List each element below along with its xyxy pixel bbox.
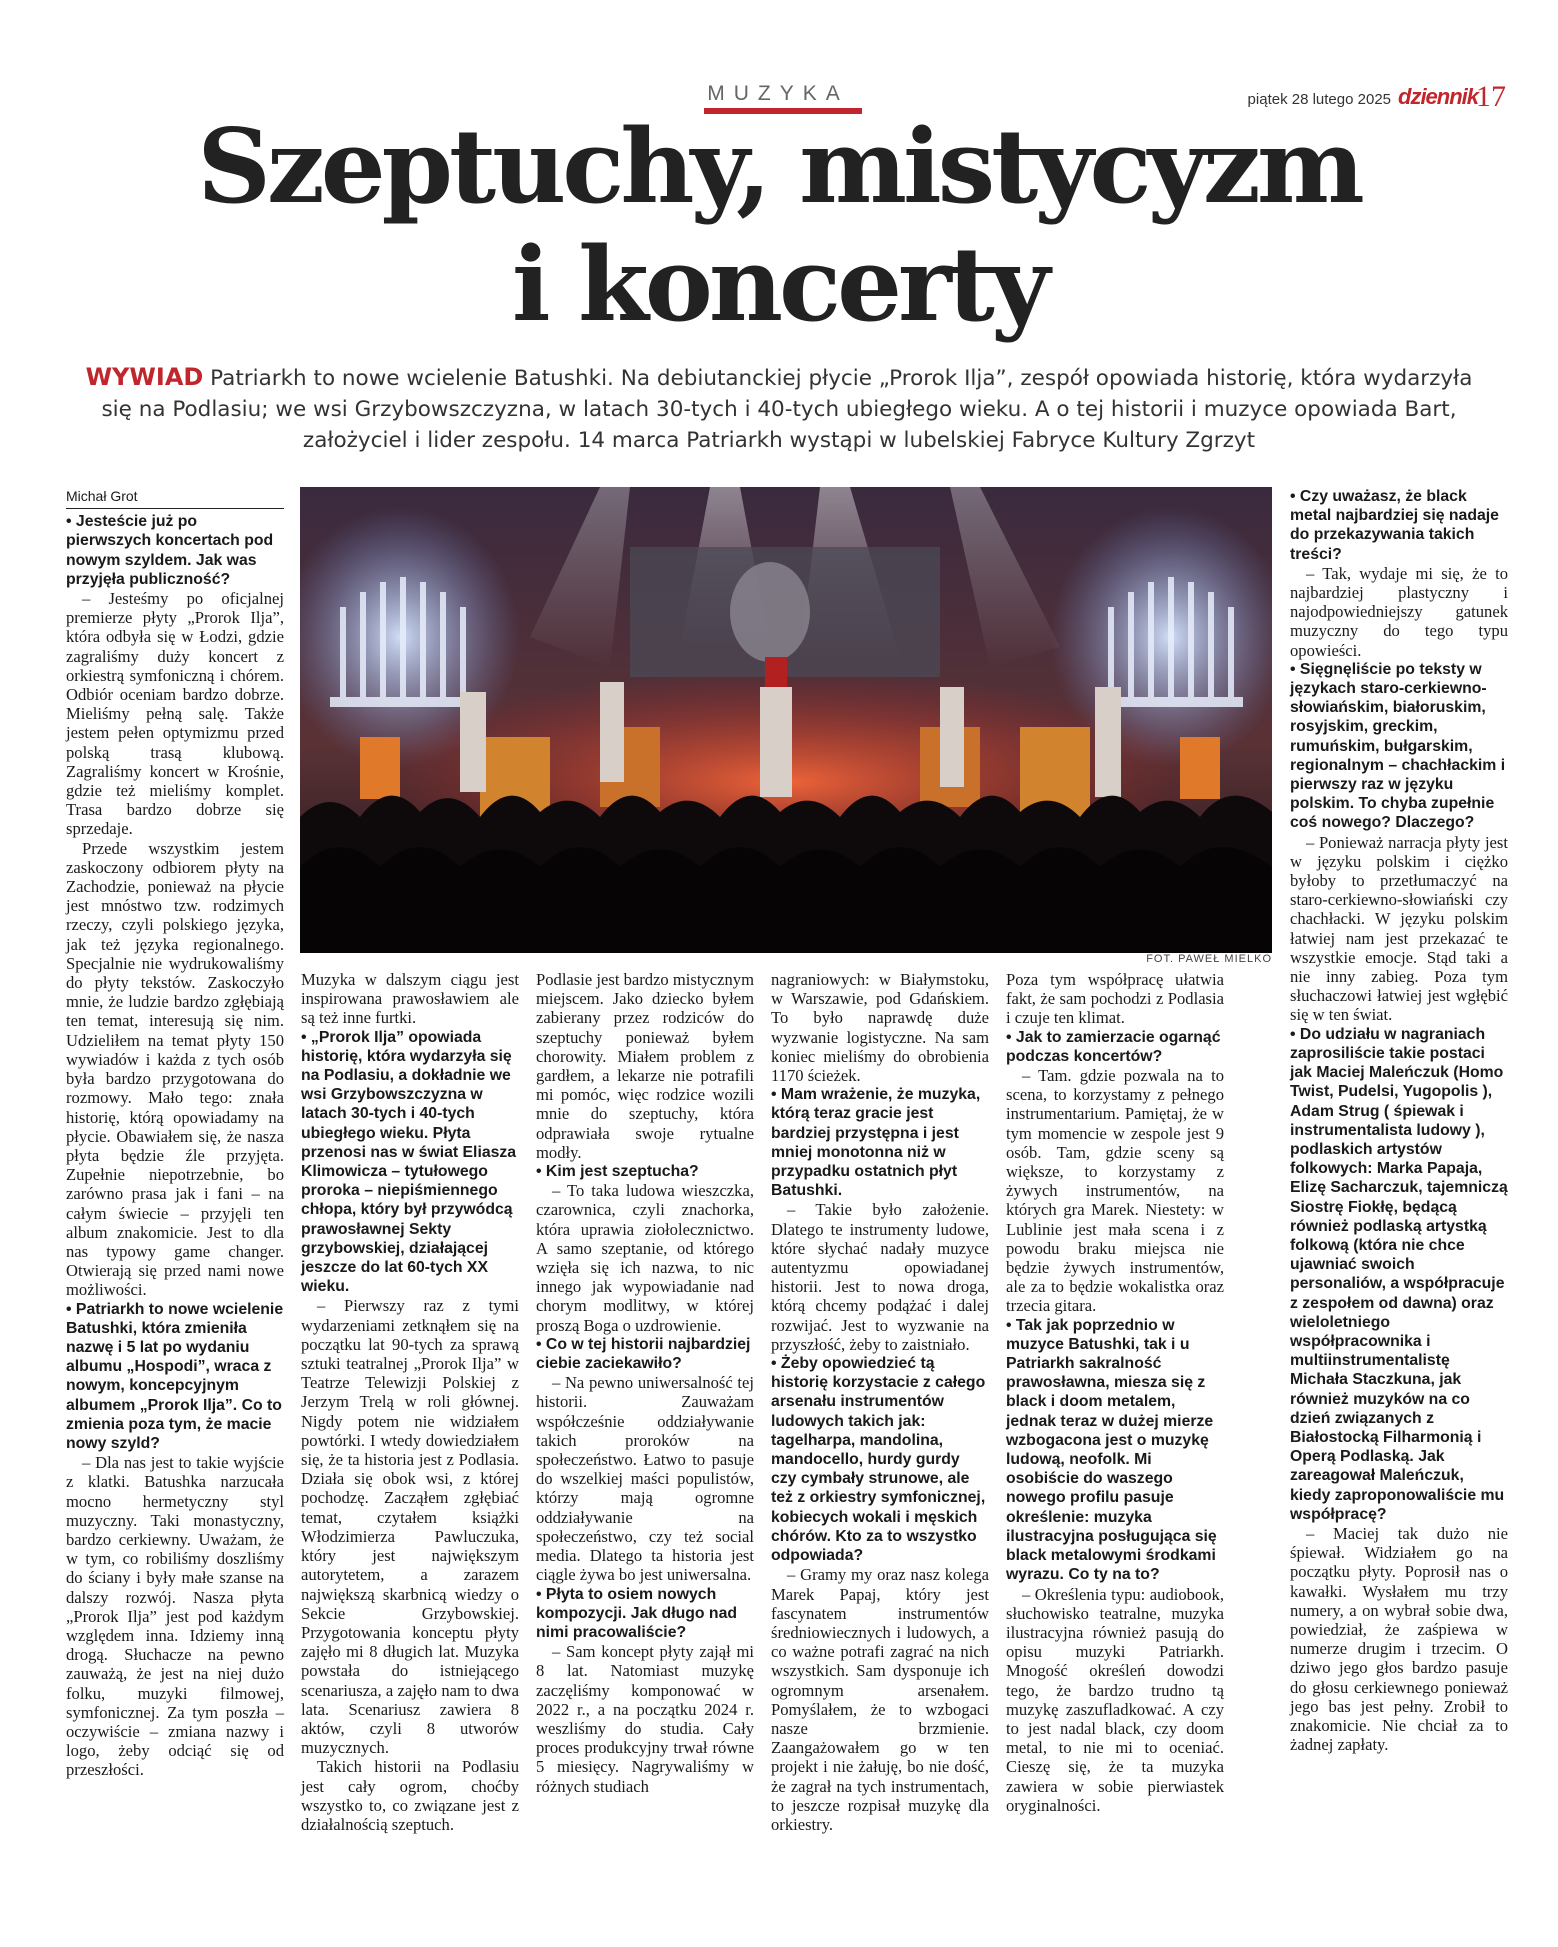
headline — [100, 108, 1458, 344]
answer-paragraph: – Pierwszy raz z tymi wydarzeniami zetknąłem się na początku lat 90-tych za sprawą sztuki teatralnej „Prorok Ilja” w Teatrze Telewizji Polskiej z Jerzym Trelą w roli głównej. Nigdy potem nie widziałem powtórki. I wtedy dowiedziałem się, że ta historia jest z Podlasia. Działa się obok wsi, z której pochodzę. Zacząłem zgłębiać temat, czytałem książki Włodzimierza Pawluczuka, który jest największym autorytetem, a zarazem największą skarbnicą wiedzy o Sekcie Grzybowskiej. Przygotowania konceptu płyty zajęło mi 8 długich lat. Muzyka powstała do istniejącego scenariusza, a zajęło nam to dwa lata. Scenariusz zawiera 8 aktów, czyli 8 utworów muzycznych. — [301, 1296, 519, 1758]
question: • Patriarkh to nowe wcielenie Batushki, która zmieniła nazwę i 5 lat po wydaniu albumu „Hospodi”, wraca z nowym, koncepcyjnym albumem „Prorok Ilja”. Co to zmienia poza tym, że macie nowy szyld? — [66, 1300, 284, 1452]
question: • Jak to zamierzacie ogarnąć podczas koncertów? — [1006, 1028, 1221, 1065]
answer-paragraph: – Tak, wydaje mi się, że to najbardziej plastyczny i najodpowiedniejszy gatunek muzyczny do tego typu opowieści. — [1290, 563, 1508, 660]
question: • Płyta to osiem nowych kompozycji. Jak długo nad nimi pracowaliście? — [536, 1585, 738, 1641]
headline-line-1: Szeptuchy, mistycyzm — [197, 107, 1361, 227]
answer-paragraph: – Jesteśmy po oficjalnej premierze płyty „Prorok Ilja”, która odbyła się w Łodzi, gdzie zagraliśmy duży koncert z orkiestrą symfoniczną i chórem. Odbiór oceniam bardzo dobrze. Mieliśmy pełną salę. Także jestem pełen optymizmu przed polską trasą klubową. Zagraliśmy koncert w Krośnie, gdzie też mieliśmy komplet. Trasa bardzo dobrze się sprzedaje. — [66, 589, 284, 839]
page-number: 17 — [1476, 80, 1506, 113]
lead-text: Patriarkh to nowe wcielenie Batushki. Na debiutanckiej płycie „Prorok Ilja”, zespół opowiada historię, która wydarzyła się na Podlasiu; we wsi Grzybowszczyzna, w latach 30-tych i 40-tych ubiegłego wieku. A o tej historii i muzyce opowiada Bart, założyciel i lider zespołu. 14 marca Patriarkh wystąpi w lubelskiej Fabryce Kultury Zgrzyt — [101, 366, 1473, 453]
lead-kicker: WYWIAD — [85, 363, 204, 391]
question: • Tak jak poprzednio w muzyce Batushki, tak i u Patriarkh sakralność prawosławna, miesza się z black i doom metalem, jednak teraz w dużej mierze wzbogacona jest o muzykę ludową, neofolk. Mi osobiście do waszego nowego profilu pasuje określenie: muzyka ilustracyjna posługująca się black metalowymi środkami wyrazu. Co ty na to? — [1006, 1316, 1217, 1584]
answer-paragraph: – Tam. gdzie pozwala na to scena, to korzystamy z pełnego instrumentarium. Pamiętaj, że w tym momencie w zespole jest 9 osób. Tam, gdzie sceny są większe, to korzystamy z żywych instrumentów, na których gra Marek. Niestety: w Lublinie jest mała scena i z powodu braku miejsca nie będzie żywych instrumentów, ale za to będzie wokalistka oraz trzecia gitara. — [1006, 1066, 1224, 1316]
article-column-6 — [1290, 487, 1508, 1754]
article-column-4 — [771, 970, 989, 1834]
question: • Kim jest szeptucha? — [536, 1163, 699, 1181]
headline-line-2: i koncerty — [511, 225, 1047, 345]
answer-paragraph: Takich historii na Podlasiu jest cały ogrom, choćby wszystko to, co związane jest z działalnością szeptuch. — [301, 1757, 519, 1834]
answer-paragraph: – Gramy my oraz nasz kolega Marek Papaj, który jest fascynatem instrumentów średniowiecznych i ludowych, a co ważne potrafi zagrać na nich wszystkich. Sam dysponuje ich ogromnym arsenałem. Pomyślałem, że to wzbogaci nasze brzmienie. Zaangażowałem go w ten projekt i nie żałuję, bo nie dość, że zagrał na tych instrumentach, to jeszcze rozpisał muzykę dla orkiestry. — [771, 1565, 989, 1834]
article-column-3 — [536, 970, 754, 1796]
answer-paragraph: – Określenia typu: audiobook, słuchowisko teatralne, muzyka ilustracyjna również pasują do opisu muzyki Patriarkh. Mnogość określeń dowodzi tego, że bardzo trudno tą muzykę zaszufladkować. A czy to jest nadal black, czy doom metal, to nie mi to oceniać. Cieszę się, że ta muzyka zawiera w sobie pierwiastek oryginalności. — [1006, 1584, 1224, 1815]
question: • „Prorok Ilja” opowiada historię, która wydarzyła się na Podlasiu, a dokładnie we wsi Grzybowszczyzna w latach 30-tych i 40-tych ubiegłego wieku. Płyta przenosi nas w świat Eliasza Klimowicza – tytułowego proroka – niepiśmiennego chłopa, który był przywódcą prawosławnej Sekty grzybowskiej, działającej jeszcze do lat 60-tych XX wieku. — [301, 1028, 517, 1296]
answer-paragraph: – Sam koncept płyty zajął mi 8 lat. Natomiast muzykę zaczęliśmy komponować w 2022 r., a na początku 2024 r. weszliśmy do studia. Cały proces produkcyjny trwał równe 5 miesięcy. Nagrywaliśmy w różnych studiach — [536, 1642, 754, 1796]
answer-paragraph: nagraniowych: w Białymstoku, w Warszawie, pod Gdańskiem. To było naprawdę duże wyzwanie logistyczne. Na sam koniec mieliśmy do obrobienia 1170 ścieżek. — [771, 970, 989, 1086]
answer-paragraph: – Ponieważ narracja płyty jest w języku polskim i ciężko byłoby to przetłumaczyć na staro-cerkiewno-słowiański czy chachłacki. W języku polskim łatwiej nam jest przekazać te wszystkie emocje. Stąd taki a nie inny zabieg. Poza tym słuchaczowi łatwiej jest wgłębić się w ten świat. — [1290, 832, 1508, 1025]
photo-credit: FOT. PAWEŁ MIELKO — [1146, 953, 1272, 965]
answer-paragraph: Muzyka w dalszym ciągu jest inspirowana prawosławiem ale są też inne furtki. — [301, 970, 519, 1028]
question: • Mam wrażenie, że muzyka, którą teraz gracie jest bardziej przystępna i jest mniej monotonna niż w przypadku ostatnich płyt Batushki. — [771, 1086, 981, 1200]
article-column-5 — [1006, 970, 1224, 1815]
crowd — [300, 796, 1272, 953]
answer-paragraph: – Takie było założenie. Dlatego te instrumenty ludowe, które słychać nadały muzyce autentyzmu opowiadanej historii. Jest to nowa droga, którą chcemy podążać i dalej rozwijać. Jest to wyzwanie na przyszłość, żeby to zaistniało. — [771, 1200, 989, 1354]
answer-paragraph: Przede wszystkim jestem zaskoczony odbiorem płyty na Zachodzie, ponieważ na płycie jest mnóstwo tzw. rodzimych rzeczy, czyli polskiego języka, jak też języka regionalnego. Specjalnie nie wydrukowaliśmy do płyty tekstów. Zaskoczyło mnie, że ludzie bardzo zgłębiają ten temat, interesują się nim. Udzieliłem na temat płyty 150 wywiadów i każda z tych osób była bardzo przygotowana do rozmowy. Mało tego: znała historię, którą opowiadamy na płycie. Obawiałem się, że nasza płyta będzie źle przyjęta. Zupełnie niepotrzebnie, bo zarówno prasa jak i fani – na całym świecie – przyjęli ten album znakomicie. Jest to dla nas typowy game changer. Otwierają się przed nami nowe możliwości. — [66, 838, 284, 1300]
question: • Sięgnęliście po teksty w językach staro-cerkiewno-słowiańskim, białoruskim, rosyjskim, greckim, rumuńskim, bułgarskim, regionalnym – chachłackim i pierwszy raz w języku polskim. To chyba zupełnie coś nowego? Dlaczego? — [1290, 660, 1506, 832]
answer-paragraph: – Dla nas jest to takie wyjście z klatki. Batushka narzucała mocno hermetyczny styl muzyczny. Taki monastyczny, bardzo cerkiewny. Uważam, że w tym, co robiliśmy doszliśmy do ściany i były małe szanse na dalszy rozwój. Nasza płyta „Prorok Ilja” jest pod każdym względem inna. Idziemy inną drogą. Słuchacze na pewno zauważą, że jest na niej dużo folku, muzyki filmowej, symfonicznej. Za tym poszła – oczywiście – zmiana nazwy i logo, żeby odciąć się od przeszłości. — [66, 1453, 284, 1780]
lead-paragraph — [70, 362, 1488, 456]
answer-paragraph: – Na pewno uniwersalność tej historii. Zauważam współcześnie oddziaływanie takich proroków na społeczeństwo. Łatwo to pasuje do wszelkiej maści populistów, którzy mają ogromne oddziaływanie na społeczeństwo, czy też social media. Dlatego ta historia jest ciągle żywa bo jest uniwersalna. — [536, 1373, 754, 1585]
article-column-1 — [66, 487, 284, 1780]
answer-paragraph: – To taka ludowa wieszczka, czarownica, czyli znachorka, która uprawia ziołolecznictwo. A samo szeptanie, od którego wzięła się ich nazwa, to nic innego jak wypowiadanie nad chorym modlitwy, w której proszą Boga o uzdrowienie. — [536, 1181, 754, 1335]
question: • Czy uważasz, że black metal najbardziej się nadaje do przekazywania takich treści? — [1290, 488, 1499, 563]
author-byline: Michał Grot — [66, 487, 284, 509]
issue-date: piątek 28 lutego 2025 — [1247, 91, 1391, 108]
section-label: MUZYKA — [707, 82, 849, 105]
answer-paragraph: Podlasie jest bardzo mistycznym miejscem. Jako dziecko byłem zabierany przez rodziców do szeptuchy ponieważ byłem chorowity. Miałem problem z gardłem, a lekarze nie potrafili mi pomóc, więc rodzice wozili mnie do szeptuchy, która odprawiała swoje rytualne modły. — [536, 970, 754, 1162]
answer-paragraph: – Maciej tak dużo nie śpiewał. Widziałem go na początku płyty. Poprosił nas o kawałki. Wysłałem mu trzy numery, a on wybrał sobie dwa, powiedział, że zaśpiewa w numerze drugim i trzecim. O dziwo jego głos bardzo pasuje do głosu cerkiewnego ponieważ jego bas jest pełny. Zrobił to znakomicie. Nie chciał za to żadnej zapłaty. — [1290, 1523, 1508, 1755]
article-column-2 — [301, 970, 519, 1834]
brand-logo: dziennik — [1398, 84, 1479, 109]
concert-photo-illustration — [300, 487, 1272, 953]
question: • Jesteście już po pierwszych koncertach pod nowym szyldem. Jak was przyjęła publiczność? — [66, 513, 274, 588]
answer-paragraph: Poza tym współpracę ułatwia fakt, że sam pochodzi z Podlasia i czuje ten klimat. — [1006, 970, 1224, 1028]
concert-photo — [300, 487, 1272, 953]
question: • Co w tej historii najbardziej ciebie zaciekawiło? — [536, 1335, 751, 1373]
question: • Do udziału w nagraniach zaprosiliście takie postaci jak Maciej Maleńczuk (Homo Twist, Pudelsi, Yugopolis ), Adam Strug ( śpiewak i instrumentalista ludowy ), podlaskich artystów folkowych: Marka Papaja, Elizę Sacharczuk, tajemniczą Siostrę Fiokłę, będącą również podlaską artystką folkową (która nie chce ujawniać swoich personaliów, a współpracuje z zespołem od dawna) oraz wieloletniego współpracownika i multiinstrumentalistę Michała Staczkuna, jak również muzyków na co dzień związanych z Białostocką Filharmonią i Operą Podlaską. Jak zareagował Maleńczuk, kiedy zaproponowaliście mu współpracę? — [1290, 1025, 1508, 1523]
question: • Żeby opowiedzieć tą historię korzystacie z całego arsenału instrumentów ludowych takich jak: tagelharpa, mandolina, mandocello, hurdy gurdy czy cymbały strunowe, ale też z orkiestry symfonicznej, kobiecych wokali i męskich chórów. Kto za to wszystko odpowiada? — [771, 1355, 986, 1565]
